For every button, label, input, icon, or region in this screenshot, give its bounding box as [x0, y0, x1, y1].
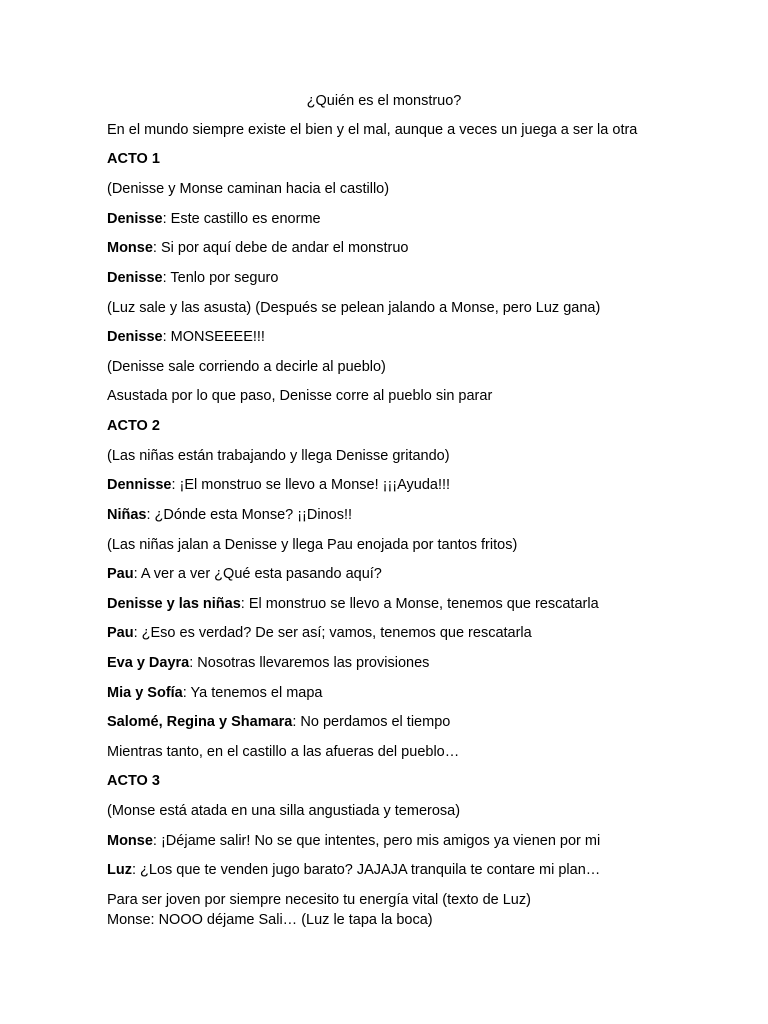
dialogue-text: : No perdamos el tiempo: [292, 714, 451, 730]
dialogue-line: [107, 683, 322, 703]
speaker-name: Pau: [107, 566, 134, 582]
narration-line: (Luz sale y las asusta) (Después se pelean jalando a Monse, pero Luz gana): [107, 300, 601, 316]
dialogue-text: : A ver a ver ¿Qué esta pasando aquí?: [133, 566, 382, 582]
speaker-name: Mia y Sofía: [107, 685, 183, 701]
narration-line: Asustada por lo que paso, Denisse corre al pueblo sin parar: [107, 388, 493, 404]
narration-line: Mientras tanto, en el castillo a las afueras del pueblo…: [107, 744, 460, 760]
speaker-name: Monse: [107, 240, 153, 256]
dialogue-text: : ¿Los que te venden jugo barato? JAJAJA tranquila te contare mi plan…: [131, 862, 601, 878]
speaker-name: Monse: [107, 833, 153, 849]
dialogue-line: [107, 831, 600, 851]
dialogue-line: [107, 238, 408, 258]
dialogue-line: [107, 327, 265, 347]
intro-line: En el mundo siempre existe el bien y el mal, aunque a veces un juega a ser la otra: [107, 122, 638, 138]
speaker-name: Niñas: [107, 507, 147, 523]
dialogue-text: : ¡El monstruo se llevo a Monse! ¡¡¡Ayuda!!!: [171, 477, 451, 493]
act-heading: ACTO 1: [107, 151, 160, 167]
dialogue-text: : Si por aquí debe de andar el monstruo: [152, 240, 409, 256]
document-title: ¿Quién es el monstruo?: [306, 93, 462, 109]
speaker-name: Eva y Dayra: [107, 655, 190, 671]
speaker-name: Denisse: [107, 270, 163, 286]
dialogue-text: : Tenlo por seguro: [162, 270, 279, 286]
speaker-name: Denisse: [107, 211, 163, 227]
dialogue-line: [107, 209, 321, 229]
dialogue-line: [107, 653, 429, 673]
speaker-name: Dennisse: [107, 477, 172, 493]
narration-line: Para ser joven por siempre necesito tu energía vital (texto de Luz): [107, 892, 531, 908]
dialogue-line: [107, 564, 382, 584]
speaker-name: Pau: [107, 625, 134, 641]
narration-line: (Denisse sale corriendo a decirle al pueblo): [107, 359, 386, 375]
dialogue-line: [107, 623, 532, 643]
act-heading: ACTO 2: [107, 418, 160, 434]
dialogue-text: : Nosotras llevaremos las provisiones: [189, 655, 430, 671]
speaker-name: Denisse y las niñas: [107, 596, 241, 612]
dialogue-text: : ¿Dónde esta Monse? ¡¡Dinos!!: [146, 507, 353, 523]
dialogue-line: [107, 475, 450, 495]
dialogue-text: : ¿Eso es verdad? De ser así; vamos, tenemos que rescatarla: [133, 625, 532, 641]
dialogue-line: [107, 712, 450, 732]
dialogue-text: : MONSEEEE!!!: [162, 329, 265, 345]
dialogue-line: [107, 268, 278, 288]
dialogue-line: [107, 860, 600, 880]
narration-line: Monse: NOOO déjame Sali… (Luz le tapa la boca): [107, 912, 433, 928]
dialogue-text: : Este castillo es enorme: [162, 211, 321, 227]
speaker-name: Salomé, Regina y Shamara: [107, 714, 293, 730]
dialogue-text: : Ya tenemos el mapa: [182, 685, 323, 701]
speaker-name: Denisse: [107, 329, 163, 345]
speaker-name: Luz: [107, 862, 132, 878]
dialogue-text: : El monstruo se llevo a Monse, tenemos que rescatarla: [240, 596, 599, 612]
narration-line: (Denisse y Monse caminan hacia el castillo): [107, 181, 390, 197]
narration-line: (Las niñas están trabajando y llega Denisse gritando): [107, 448, 450, 464]
dialogue-line: [107, 505, 352, 525]
dialogue-line: [107, 594, 599, 614]
narration-line: (Monse está atada en una silla angustiada y temerosa): [107, 803, 461, 819]
dialogue-text: : ¡Déjame salir! No se que intentes, pero mis amigos ya vienen por mi: [152, 833, 601, 849]
act-heading: ACTO 3: [107, 773, 160, 789]
narration-line: (Las niñas jalan a Denisse y llega Pau enojada por tantos fritos): [107, 537, 518, 553]
